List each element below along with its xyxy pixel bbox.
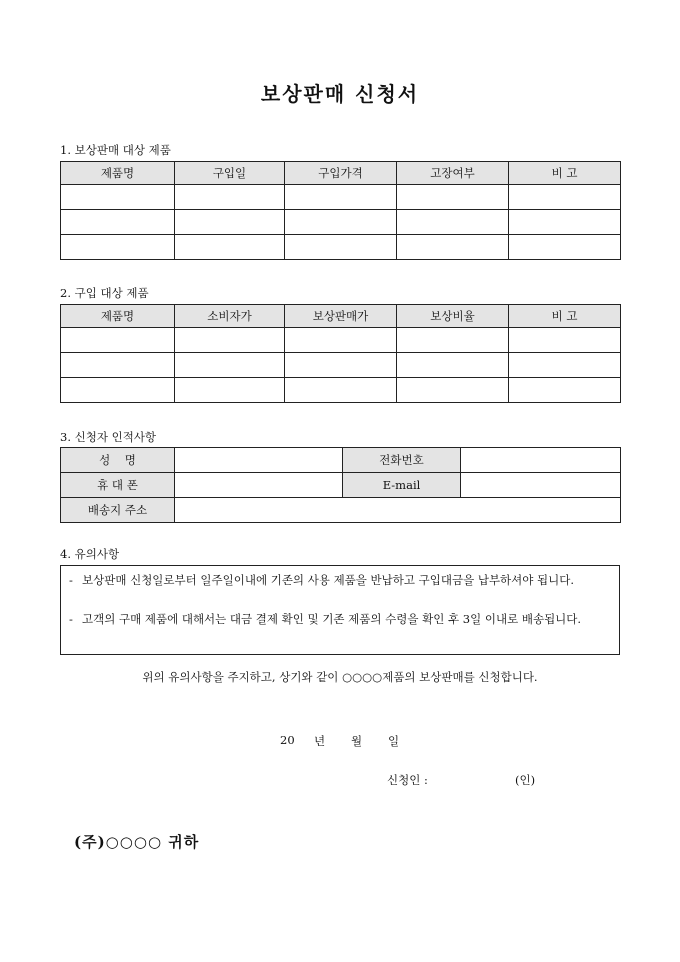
table-header-row <box>61 162 621 185</box>
column-header: 비 고 <box>509 305 621 328</box>
note-text: 보상판매 신청일로부터 일주일이내에 기존의 사용 제품을 반납하고 구입대금을 납부하셔야 됩니다. <box>82 573 575 587</box>
bullet-dash-icon: - <box>69 573 73 587</box>
section2-heading: 2. 구입 대상 제품 <box>60 286 149 300</box>
section1-heading: 1. 보상판매 대상 제품 <box>60 143 171 157</box>
email-field[interactable] <box>461 473 621 498</box>
table-cell[interactable] <box>397 210 509 235</box>
note-text: 고객의 구매 제품에 대해서는 대금 결제 확인 및 기존 제품의 수령을 확인 후 3일 이내로 배송됩니다. <box>82 612 582 626</box>
table-cell[interactable] <box>175 210 285 235</box>
address-label: 배송지 주소 <box>61 498 175 523</box>
table-header-row <box>61 305 621 328</box>
table-cell[interactable] <box>61 235 175 260</box>
date-day-unit: 일 <box>388 734 400 748</box>
table-row <box>61 210 621 235</box>
table-cell[interactable] <box>397 328 509 353</box>
table-cell[interactable] <box>397 378 509 403</box>
page-title: 보상판매 신청서 <box>260 82 420 106</box>
table-cell[interactable] <box>175 378 285 403</box>
address-field[interactable] <box>175 498 621 523</box>
table-cell[interactable] <box>285 235 397 260</box>
phone-field[interactable] <box>461 448 621 473</box>
table-cell[interactable] <box>397 235 509 260</box>
recipient: (주)○○○○ 귀하 <box>74 833 200 851</box>
table-cell[interactable] <box>61 378 175 403</box>
notes-box <box>60 565 620 655</box>
bullet-dash-icon: - <box>69 612 73 626</box>
section4-heading: 4. 유의사항 <box>60 547 120 561</box>
table-cell[interactable] <box>61 185 175 210</box>
table-cell[interactable] <box>285 328 397 353</box>
date-year: 20 <box>280 733 295 747</box>
table-cell[interactable] <box>175 328 285 353</box>
column-header: 보상판매가 <box>285 305 397 328</box>
name-label: 성 명 <box>61 448 175 473</box>
table-row <box>61 185 621 210</box>
date-year-unit: 년 <box>314 734 326 748</box>
table-cell[interactable] <box>175 185 285 210</box>
table-row <box>61 473 621 498</box>
table-cell[interactable] <box>509 210 621 235</box>
applicant-label: 신청인 : <box>387 773 428 787</box>
column-header: 구입가격 <box>285 162 397 185</box>
table-row <box>61 378 621 403</box>
table-cell[interactable] <box>285 185 397 210</box>
mobile-label: 휴 대 폰 <box>61 473 175 498</box>
table-row <box>61 448 621 473</box>
pledge-statement: 위의 유의사항을 주지하고, 상기와 같이 ○○○○제품의 보상판매를 신청합니다. <box>142 670 538 684</box>
table-cell[interactable] <box>397 185 509 210</box>
table-cell[interactable] <box>509 328 621 353</box>
table-row <box>61 498 621 523</box>
name-field[interactable] <box>175 448 343 473</box>
column-header: 구입일 <box>175 162 285 185</box>
table-cell[interactable] <box>61 210 175 235</box>
table-cell[interactable] <box>397 353 509 378</box>
table-row <box>61 328 621 353</box>
seal-mark: (인) <box>515 773 536 787</box>
applicant-info-table <box>60 447 621 523</box>
note-item <box>69 571 614 590</box>
table-cell[interactable] <box>285 378 397 403</box>
phone-label: 전화번호 <box>343 448 461 473</box>
note-item <box>69 610 614 629</box>
table-cell[interactable] <box>61 353 175 378</box>
table-row <box>61 353 621 378</box>
date-month-unit: 월 <box>351 734 363 748</box>
table-cell[interactable] <box>285 210 397 235</box>
table-cell[interactable] <box>175 353 285 378</box>
trade-in-products-table <box>60 161 621 260</box>
table-row <box>61 235 621 260</box>
table-cell[interactable] <box>509 378 621 403</box>
column-header: 고장여부 <box>397 162 509 185</box>
purchase-products-table <box>60 304 621 403</box>
column-header: 제품명 <box>61 162 175 185</box>
column-header: 제품명 <box>61 305 175 328</box>
section3-heading: 3. 신청자 인적사항 <box>60 430 157 444</box>
table-cell[interactable] <box>285 353 397 378</box>
column-header: 소비자가 <box>175 305 285 328</box>
table-cell[interactable] <box>509 353 621 378</box>
table-cell[interactable] <box>509 185 621 210</box>
email-label: E-mail <box>343 473 461 498</box>
table-cell[interactable] <box>175 235 285 260</box>
mobile-field[interactable] <box>175 473 343 498</box>
table-cell[interactable] <box>509 235 621 260</box>
column-header: 보상비율 <box>397 305 509 328</box>
table-cell[interactable] <box>61 328 175 353</box>
column-header: 비 고 <box>509 162 621 185</box>
